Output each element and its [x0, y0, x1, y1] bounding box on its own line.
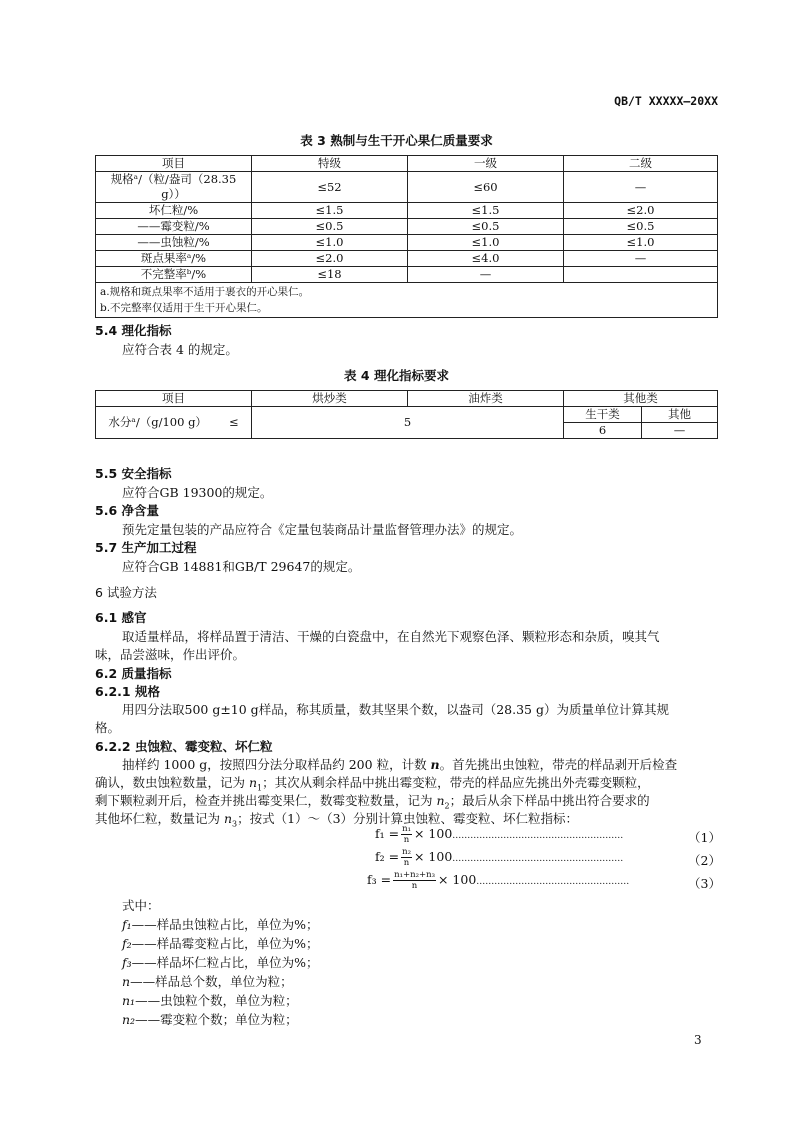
table-cell: 斑点果率ᵃ/% — [96, 251, 252, 267]
section-6-1-line: 味，品尝滋味，作出评价。 — [95, 647, 246, 662]
table-header: 其他 — [642, 407, 718, 423]
formula-3: f₃ = $\frac{\text{n₁+n₂+n₃}}{n}$ × 100…………………………………………… — [367, 870, 630, 891]
table-row — [96, 219, 718, 235]
le-symbol: ≤ — [228, 415, 239, 429]
table-cell: ≤1.5 — [408, 203, 564, 219]
table-header: 二级 — [564, 156, 718, 172]
table-header: 油炸类 — [408, 391, 564, 407]
table-cell: — — [564, 251, 718, 267]
page-number: 3 — [694, 1033, 702, 1047]
section-6-2-2-title: 6.2.2 虫蚀粒、霉变粒、坏仁粒 — [95, 739, 273, 754]
section-5-7-text: 应符合GB 14881和GB/T 29647的规定。 — [122, 559, 361, 574]
table-cell: ≤1.5 — [252, 203, 408, 219]
table-row — [96, 267, 718, 283]
table-row-label — [96, 407, 252, 439]
section-6-2-2-line: 抽样约 1000 g，按照四分法分取样品约 200 粒，计数 n。首先挑出虫蚀粒，带壳的样品剥开后检查 — [122, 757, 678, 772]
table-header: 项目 — [96, 156, 252, 172]
table-header: 特级 — [252, 156, 408, 172]
section-6-2-2-line: 确认，数虫蚀粒数量，记为 $n_1$；其次从剩余样品中挑出霉变粒，带壳的样品应先挑出外壳霉变颗粒， — [95, 775, 650, 793]
table-header: 其他类 — [564, 391, 718, 407]
table4 — [95, 390, 718, 439]
table-cell: ≤52 — [252, 172, 408, 203]
section-5-4-text: 应符合表 4 的规定。 — [122, 342, 238, 357]
section-6-2-title: 6.2 质量指标 — [95, 666, 172, 681]
table-cell — [564, 267, 718, 283]
table-note: b.不完整率仅适用于生干开心果仁。 — [100, 302, 268, 314]
table-header: 一级 — [408, 156, 564, 172]
table-notes — [96, 283, 718, 318]
table-cell: ≤2.0 — [564, 203, 718, 219]
where-item: f₁——样品虫蚀粒占比，单位为%； — [122, 917, 319, 932]
where-item: f₃——样品坏仁粒占比，单位为%； — [122, 955, 319, 970]
table-cell: ≤4.0 — [408, 251, 564, 267]
moisture-label: 水分ᵃ/（g/100 g） — [108, 415, 207, 429]
where-item: f₂——样品霉变粒占比，单位为%； — [122, 936, 319, 951]
table3-caption: 表 3 熟制与生干开心果仁质量要求 — [300, 133, 493, 148]
table-row — [96, 203, 718, 219]
table-cell: ≤1.0 — [252, 235, 408, 251]
table-cell: 不完整率ᵇ/% — [96, 267, 252, 283]
table-cell: ≤2.0 — [252, 251, 408, 267]
formula-2-number: （2） — [688, 853, 721, 868]
section-5-5-title: 5.5 安全指标 — [95, 466, 172, 481]
table-cell: ≤60 — [408, 172, 564, 203]
table-cell: ≤1.0 — [564, 235, 718, 251]
table-row — [96, 407, 718, 423]
section-5-4-title: 5.4 理化指标 — [95, 323, 172, 338]
section-5-6-text: 预先定量包装的产品应符合《定量包装商品计量监督管理办法》的规定。 — [122, 522, 523, 537]
table-row — [96, 172, 718, 203]
where-item: n₁——虫蚀粒个数，单位为粒； — [122, 993, 298, 1008]
table-cell: ≤0.5 — [564, 219, 718, 235]
table-row — [96, 156, 718, 172]
section-5-7-title: 5.7 生产加工过程 — [95, 540, 197, 555]
table-note-row — [96, 283, 718, 318]
formula-1: f₁ = $\frac{\text{n₁}}{n}$ × 100………………………………………………… — [375, 824, 624, 845]
where-item: n——样品总个数，单位为粒； — [122, 974, 293, 989]
section-6-2-2-line: 其他坏仁粒，数量记为 $n_3$；按式（1）～（3）分别计算虫蚀粒、霉变粒、坏仁粒指标： — [95, 811, 579, 829]
table-row — [96, 235, 718, 251]
section-5-5-text: 应符合GB 19300的规定。 — [122, 485, 273, 500]
section-6-title: 6 试验方法 — [95, 585, 157, 600]
where-item: n₂——霉变粒个数；单位为粒； — [122, 1012, 298, 1027]
formula-1-number: （1） — [688, 830, 721, 845]
section-6-2-2-line: 剩下颗粒剥开后，检查并挑出霉变果仁，数霉变粒数量，记为 $n_2$；最后从余下样品中挑出符合要求的 — [95, 793, 650, 811]
where-title: 式中： — [122, 898, 160, 913]
formula-2: f₂ = $\frac{\text{n₂}}{n}$ × 100………………………………………………… — [375, 847, 624, 868]
table-cell: ——霉变粒/% — [96, 219, 252, 235]
table-cell: ≤0.5 — [252, 219, 408, 235]
table3 — [95, 155, 718, 318]
table-cell: — — [564, 172, 718, 203]
table4-caption: 表 4 理化指标要求 — [344, 368, 449, 383]
table-row — [96, 391, 718, 407]
table-row — [96, 251, 718, 267]
table-cell: ≤0.5 — [408, 219, 564, 235]
formula-3-number: （3） — [688, 876, 721, 891]
table-cell: ≤1.0 — [408, 235, 564, 251]
table-header: 烘炒类 — [252, 391, 408, 407]
table-cell: 坏仁粒/% — [96, 203, 252, 219]
section-6-2-1-line: 用四分法取500 g±10 g样品，称其质量，数其坚果个数，以盎司（28.35 g）为质量单位计算其规 — [122, 702, 669, 717]
table-header: 项目 — [96, 391, 252, 407]
section-6-1-title: 6.1 感官 — [95, 610, 147, 625]
table-cell: 规格ᵃ/（粒/盎司（28.35 g）） — [96, 172, 252, 203]
table-note: a.规格和斑点果率不适用于裹衣的开心果仁。 — [100, 286, 310, 298]
section-5-6-title: 5.6 净含量 — [95, 503, 159, 518]
table-cell: — — [408, 267, 564, 283]
table-cell: ——虫蚀粒/% — [96, 235, 252, 251]
table-cell: 5 — [252, 407, 564, 439]
table-cell: — — [642, 423, 718, 439]
table-header: 生干类 — [564, 407, 642, 423]
section-6-2-1-line: 格。 — [95, 720, 121, 735]
document-code: QB/T XXXXX—20XX — [614, 94, 718, 108]
section-6-2-1-title: 6.2.1 规格 — [95, 684, 160, 699]
table-cell: ≤18 — [252, 267, 408, 283]
table-cell: 6 — [564, 423, 642, 439]
section-6-1-line: 取适量样品，将样品置于清洁、干燥的白瓷盘中，在自然光下观察色泽、颗粒形态和杂质，嗅其气 — [122, 629, 660, 644]
